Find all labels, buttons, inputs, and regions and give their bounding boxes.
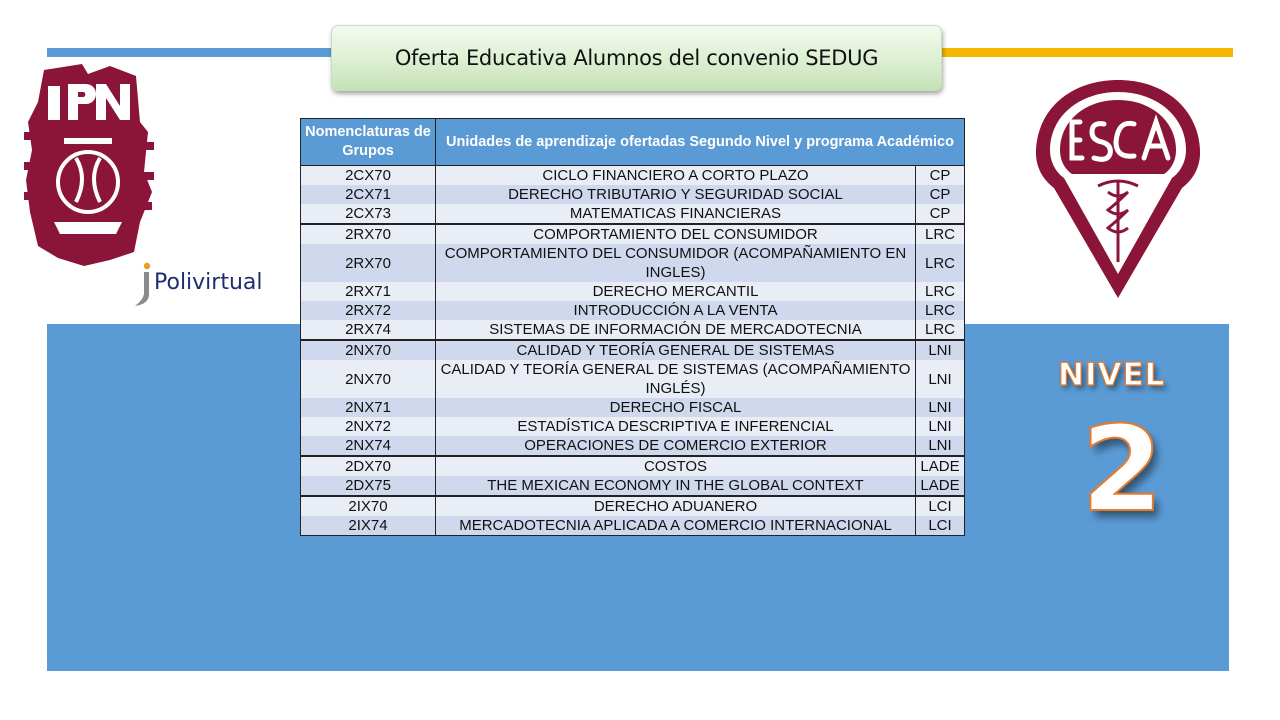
program-code: LNI <box>916 360 965 398</box>
nivel-label: NIVEL <box>1058 357 1166 393</box>
table-row <box>301 436 965 456</box>
program-code: LRC <box>916 320 965 340</box>
unit-name: OPERACIONES DE COMERCIO EXTERIOR <box>436 436 916 456</box>
table-row <box>301 516 965 536</box>
unit-name: COMPORTAMIENTO DEL CONSUMIDOR (ACOMPAÑAMIENTO EN INGLES) <box>436 244 916 282</box>
table-row <box>301 282 965 301</box>
group-code: 2RX72 <box>301 301 436 320</box>
table-row <box>301 340 965 360</box>
unit-name: DERECHO MERCANTIL <box>436 282 916 301</box>
group-code: 2IX70 <box>301 496 436 516</box>
course-offer-table <box>300 118 965 536</box>
group-code: 2CX71 <box>301 185 436 204</box>
group-code: 2DX70 <box>301 456 436 476</box>
table-row <box>301 496 965 516</box>
unit-name: DERECHO TRIBUTARIO Y SEGURIDAD SOCIAL <box>436 185 916 204</box>
program-code: LRC <box>916 301 965 320</box>
unit-name: COMPORTAMIENTO DEL CONSUMIDOR <box>436 224 916 244</box>
group-code: 2NX70 <box>301 340 436 360</box>
table-row <box>301 417 965 436</box>
program-code: LNI <box>916 340 965 360</box>
group-code: 2NX74 <box>301 436 436 456</box>
nivel-number: 2 <box>1080 400 1164 538</box>
group-code: 2IX74 <box>301 516 436 536</box>
unit-name: COSTOS <box>436 456 916 476</box>
unit-name: INTRODUCCIÓN A LA VENTA <box>436 301 916 320</box>
group-code: 2CX70 <box>301 166 436 186</box>
polivirtual-label: Polivirtual <box>154 270 263 295</box>
ipn-logo <box>24 62 154 267</box>
program-code: CP <box>916 166 965 186</box>
group-code: 2RX74 <box>301 320 436 340</box>
program-code: CP <box>916 204 965 224</box>
program-code: CP <box>916 185 965 204</box>
header-yellow-line <box>935 48 1233 57</box>
table-row <box>301 244 965 282</box>
group-code: 2DX75 <box>301 476 436 496</box>
header-groups: Nomenclaturas de Grupos <box>301 119 436 166</box>
program-code: LRC <box>916 282 965 301</box>
unit-name: ESTADÍSTICA DESCRIPTIVA E INFERENCIAL <box>436 417 916 436</box>
group-code: 2CX73 <box>301 204 436 224</box>
table-row <box>301 360 965 398</box>
program-code: LCI <box>916 496 965 516</box>
group-code: 2RX71 <box>301 282 436 301</box>
table-row <box>301 301 965 320</box>
program-code: LADE <box>916 476 965 496</box>
table-row <box>301 204 965 224</box>
table-row <box>301 224 965 244</box>
unit-name: DERECHO ADUANERO <box>436 496 916 516</box>
program-code: LCI <box>916 516 965 536</box>
program-code: LRC <box>916 244 965 282</box>
table-row <box>301 166 965 186</box>
unit-name: CALIDAD Y TEORÍA GENERAL DE SISTEMAS (ACOMPAÑAMIENTO INGLÉS) <box>436 360 916 398</box>
page-title: Oferta Educativa Alumnos del convenio SEDUG <box>394 46 879 70</box>
unit-name: THE MEXICAN ECONOMY IN THE GLOBAL CONTEXT <box>436 476 916 496</box>
unit-name: CALIDAD Y TEORÍA GENERAL DE SISTEMAS <box>436 340 916 360</box>
unit-name: MERCADOTECNIA APLICADA A COMERCIO INTERNACIONAL <box>436 516 916 536</box>
group-code: 2RX70 <box>301 224 436 244</box>
header-blue-line <box>47 48 337 57</box>
unit-name: MATEMATICAS FINANCIERAS <box>436 204 916 224</box>
program-code: LADE <box>916 456 965 476</box>
group-code: 2NX71 <box>301 398 436 417</box>
unit-name: CICLO FINANCIERO A CORTO PLAZO <box>436 166 916 186</box>
unit-name: SISTEMAS DE INFORMACIÓN DE MERCADOTECNIA <box>436 320 916 340</box>
title-banner <box>331 25 942 91</box>
header-units: Unidades de aprendizaje ofertadas Segundo Nivel y programa Académico <box>436 119 965 166</box>
table-row <box>301 456 965 476</box>
program-code: LRC <box>916 224 965 244</box>
unit-name: DERECHO FISCAL <box>436 398 916 417</box>
group-code: 2NX70 <box>301 360 436 398</box>
program-code: LNI <box>916 417 965 436</box>
table-row <box>301 320 965 340</box>
table-row <box>301 476 965 496</box>
esca-logo <box>1032 78 1204 300</box>
group-code: 2RX70 <box>301 244 436 282</box>
table-header-row <box>301 119 965 166</box>
table-row <box>301 185 965 204</box>
table-row <box>301 398 965 417</box>
program-code: LNI <box>916 436 965 456</box>
group-code: 2NX72 <box>301 417 436 436</box>
program-code: LNI <box>916 398 965 417</box>
